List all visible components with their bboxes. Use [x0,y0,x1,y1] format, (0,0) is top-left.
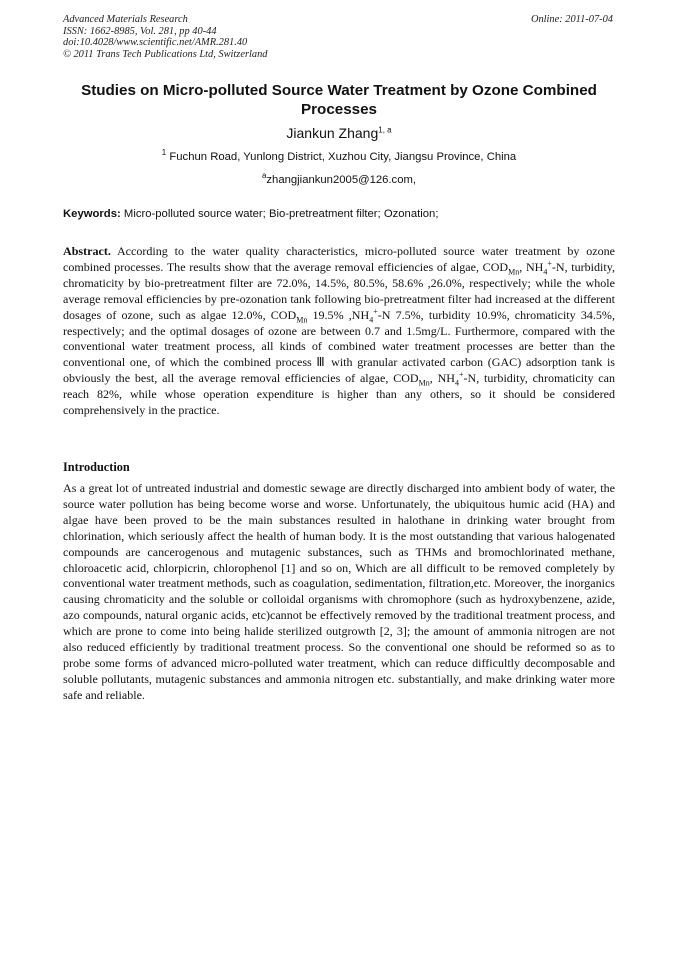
subscript: 4 [543,267,548,277]
abstract-text: -N, turbidity, chromaticity by bio-pretreatment filter are 72.0%, 14.5%, 80.5%, 58.6% ,26.0%, respectively; while the whole average removal efficiencies by pre-ozonation tank following bio-pretreatment filter had increased at the different dosages of ozone, such as algae 12.0%, COD [63,259,615,322]
superscript: + [373,306,378,316]
paper-title: Studies on Micro-polluted Source Water Treatment by Ozone Combined Processes [81,82,597,118]
abstract [63,244,615,419]
keywords [63,208,615,220]
subscript: 4 [455,378,459,388]
journal-name: Advanced Materials Research [63,14,188,25]
author-name: Jiankun Zhang [286,125,379,141]
abstract-text: According to the water quality characteristics, micro-polluted source water treatment by ozone combined processes. The results show that the average removal efficiencies of algae, COD [63,244,615,274]
subscript: Mn [508,267,520,277]
issn-line: ISSN: 1662-8985, Vol. 281, pp 40-44 [63,25,217,37]
online-date: Online: 2011-07-04 [530,14,613,25]
keywords-label: Keywords: [63,208,121,220]
email-mark: a [261,171,267,181]
email-address: zhangjiankun2005@126.com, [266,174,417,186]
copyright-line: © 2011 Trans Tech Publications Ltd, Switzerland [63,48,268,60]
abstract-text: -N, turbidity, chromaticity can reach 82%, while whose operation expenditure is higher than any others, so it should be considered comprehensively in the practice. [63,371,615,418]
abstract-text: -N 7.5%, turbidity 10.9%, chromaticity 34.5%, respectively; and the optimal dosages of ozone are between 0.7 and 1.5mg/L. Furthermore, compared with the conventional water treatment process, all kinds of combined water treatment processes are better than the conventional one, of which the combined process Ⅲ with granular activated carbon (GAC) adsorption tank is obviously the best, all the average removal efficiencies of algae, COD [63,307,615,386]
email-line [0,171,678,186]
abstract-text: , NH [429,371,455,386]
superscript: + [547,258,552,268]
affiliation-text: Fuchun Road, Yunlong District, Xuzhou City, Jiangsu Province, China [166,151,517,163]
affiliation-mark: 1 [161,148,167,158]
subscript: Mn [296,315,308,325]
abstract-text: , NH [519,259,544,274]
abstract-label: Abstract. [63,244,111,258]
journal-header [63,14,267,60]
section-heading-introduction: Introduction [63,460,130,474]
subscript: 4 [369,315,374,325]
superscript: + [459,370,464,380]
doi-line: doi:10.4028/www.scientific.net/AMR.281.40 [63,37,248,49]
abstract-text: 19.5% ,NH [307,307,370,322]
introduction-body: As a great lot of untreated industrial and domestic sewage are directly discharged into ambient body of water, the source water pollution has being become worse and worse. Unfortunately, the ubiquitous humic acid (HA) and algae have been proved to be the main substances resulted in halothane in drinking water brought from chlorination, which seriously affect the health of human body. It is the most outstanding that various halogenated compounds are cancerogenous and mutagenic substances, such as THMs and bromochlorinated methane, chloroacetic acid, chlorpicrin, chlorophenol [1] and so on, Which are all difficult to be removed completely by conventional water treatment methods, such as coagulation, sedimentation, filtration,etc. Moreover, the inorganics causing chromaticity and the soluble or colloidal organisms with chromophore (such as hydroxybenzene, azide, azo compounds, natural organic acids, etc)cannot be effectively removed by the traditional treatment process, and which are prone to come into being halide sterilized outgrowth [2, 3]; the amount of ammonia nitrogen are not also reduced efficiently by traditional treatment process. So the conventional one should be reformed so as to probe some forms of advanced micro-polluted water treatment, which can reduce difficultly decomposable and soluble pollutants, mutagenic substances and ammonia nitrogen etc. substantially, and make drinking water more safe and reliable. [63,481,615,702]
author-mark: 1, a [378,125,392,135]
keywords-text: Micro-polluted source water; Bio-pretreatment filter; Ozonation; [120,208,439,220]
subscript: Mn [418,378,430,388]
author-line [0,125,678,141]
affiliation [0,148,678,163]
